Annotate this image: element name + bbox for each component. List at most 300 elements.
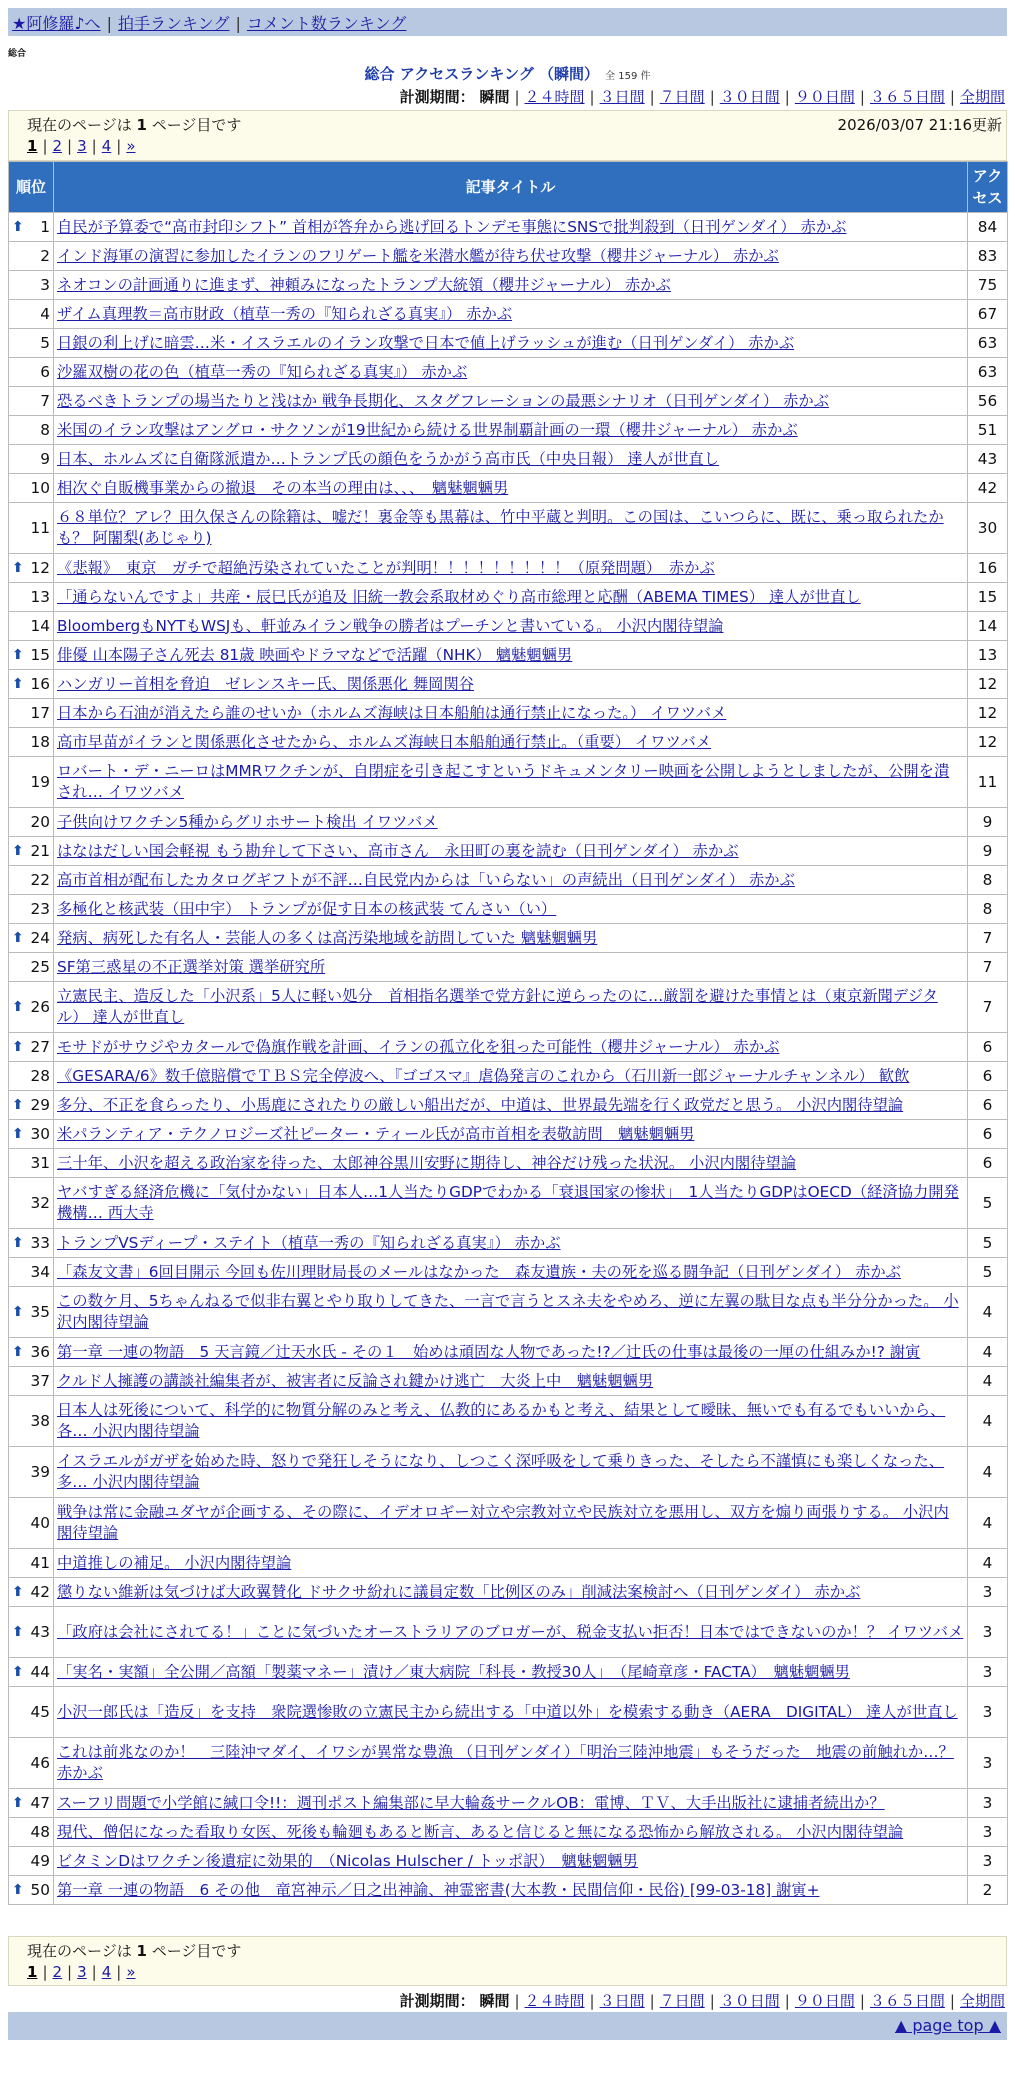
access-count: 14 [968, 612, 1008, 641]
table-row [9, 982, 1008, 1033]
period-link-90d[interactable]: ９０日間 [794, 88, 855, 106]
access-count: 43 [968, 445, 1008, 474]
title-cell [54, 300, 968, 329]
rank-number: 30 [30, 1124, 50, 1143]
title-cell [54, 1789, 968, 1818]
rank-number: 5 [40, 333, 50, 352]
rank-number: 14 [30, 616, 50, 635]
header-access: アクセス [968, 162, 1008, 213]
access-count: 42 [968, 474, 1008, 503]
rank-cell [9, 213, 54, 242]
access-count: 84 [968, 213, 1008, 242]
page-links: 1 | 2 | 3 | 4 | » [27, 1963, 136, 1981]
rank-number: 19 [30, 772, 50, 791]
title-cell [54, 641, 968, 670]
table-row [9, 837, 1008, 866]
article-title-link[interactable]: 米パランティア・テクノロジーズ社ピーター・ティール氏が高市首相を表敬訪問 魑魅魍魎男 [57, 1124, 695, 1143]
rank-number: 49 [30, 1851, 50, 1870]
rank-number: 36 [30, 1342, 50, 1361]
title-cell [54, 1091, 968, 1120]
article-title-link[interactable]: 立憲民主、造反した「小沢系」5人に軽い処分 首相指名選挙で党方針に逆らったのに…厳罰を避けた事情とは（東京新聞デジタル） 達人が世直し [57, 987, 938, 1026]
article-title-link[interactable]: 日銀の利上げに暗雲…米・イスラエルのイラン攻撃で日本で値上げラッシュが進む（日刊ゲンダイ） 赤かぶ [57, 333, 795, 352]
rank-cell [9, 1367, 54, 1396]
period-link-24h[interactable]: ２４時間 [524, 88, 585, 106]
title-cell [54, 1447, 968, 1498]
access-count: 6 [968, 1149, 1008, 1178]
table-row [9, 728, 1008, 757]
table-row [9, 503, 1008, 554]
rank-up-arrow-icon: ⬆ [12, 646, 24, 663]
nav-separator: | [106, 14, 112, 33]
article-title-link[interactable]: ６８単位？アレ？田久保さんの除籍は、嘘だ！裏金等も黒幕は、竹中平蔵と判明。この国は、こいつらに、既に、乗っ取られたかも？ 阿闍梨(あじゃり) [57, 508, 944, 547]
rank-up-arrow-icon: ⬆ [12, 1583, 24, 1600]
access-count: 6 [968, 1033, 1008, 1062]
article-title-link[interactable]: 「通らないんですよ」共産・辰巳氏が追及 旧統一教会系取材めぐり高市総理と応酬（ABEMA TIMES） 達人が世直し [57, 587, 861, 606]
rank-number: 13 [30, 587, 50, 606]
rank-number: 10 [30, 478, 50, 497]
access-count: 63 [968, 358, 1008, 387]
rank-number: 16 [30, 674, 50, 693]
access-count: 9 [968, 837, 1008, 866]
title-cell [54, 1367, 968, 1396]
rank-up-arrow-icon: ⬆ [12, 842, 24, 859]
rank-cell [9, 300, 54, 329]
page-top-link[interactable]: ▲ page top ▲ [894, 2016, 1001, 2035]
access-count: 3 [968, 1658, 1008, 1687]
article-title-link[interactable]: ヤバすぎる経済危機に「気付かない」日本人…1人当たりGDPでわかる「衰退国家の惨状」 1人当たりGDPはOECD（経済協力開発機構… 西大寺 [57, 1183, 959, 1222]
rank-up-arrow-icon: ⬆ [12, 1663, 24, 1680]
rank-cell [9, 271, 54, 300]
article-title-link[interactable]: 高市早苗がイランと関係悪化させたから、ホルムズ海峡日本船舶通行禁止。（重要） イワツバメ [57, 732, 712, 751]
title-cell [54, 1229, 968, 1258]
ranking-table-body [9, 213, 1008, 1905]
period-link-all[interactable]: 全期間 [959, 1992, 1005, 2010]
access-count: 3 [968, 1607, 1008, 1658]
table-row [9, 1091, 1008, 1120]
article-title-link[interactable]: モサドがサウジやカタールで偽旗作戦を計画、イランの孤立化を狙った可能性（櫻井ジャーナル） 赤かぶ [57, 1037, 780, 1056]
article-title-link[interactable]: 高市首相が配布したカタログギフトが不評…自民党内からは「いらない」の声続出（日刊ゲンダイ） 赤かぶ [57, 870, 795, 889]
article-title-link[interactable]: 相次ぐ自販機事業からの撤退 その本当の理由は、、、 魑魅魍魎男 [57, 478, 509, 497]
ranking-table [8, 161, 1008, 1905]
rank-number: 40 [30, 1513, 50, 1532]
rank-number: 23 [30, 899, 50, 918]
rank-number: 3 [40, 275, 50, 294]
rank-number: 41 [30, 1553, 50, 1572]
title-cell [54, 1847, 968, 1876]
table-row [9, 554, 1008, 583]
article-title-link[interactable]: これは前兆なのか！ 三陸沖マダイ、イワシが異常な豊漁 （日刊ゲンダイ）「明治三陸沖地震」もそうだった 地震の前触れか…？ 赤かぶ [57, 1743, 954, 1782]
rank-number: 37 [30, 1371, 50, 1390]
title-cell [54, 1498, 968, 1549]
rank-cell [9, 641, 54, 670]
access-count: 9 [968, 808, 1008, 837]
rank-cell [9, 612, 54, 641]
rank-cell [9, 1687, 54, 1738]
title-cell [54, 1396, 968, 1447]
title-cell [54, 1258, 968, 1287]
header-title: 記事タイトル [54, 162, 968, 213]
article-title-link[interactable]: 「森友文書」6回目開示 今回も佐川理財局長のメールはなかった 森友遺族・夫の死を巡る闘争記（日刊ゲンダイ） 赤かぶ [57, 1262, 901, 1281]
applause-ranking-link[interactable]: 拍手ランキング [117, 14, 230, 33]
rank-cell [9, 1396, 54, 1447]
access-count: 67 [968, 300, 1008, 329]
rank-cell [9, 1033, 54, 1062]
category-label: 総合 [8, 49, 27, 59]
rank-cell [9, 1447, 54, 1498]
rank-up-arrow-icon: ⬆ [12, 1096, 24, 1113]
rank-cell [9, 358, 54, 387]
rank-cell [9, 242, 54, 271]
article-title-link[interactable]: 自民が予算委で“高市封印シフト” 首相が答弁から逃げ回るトンデモ事態にSNSで批判殺到（日刊ゲンダイ） 赤かぶ [57, 217, 847, 236]
table-row [9, 953, 1008, 982]
title-cell [54, 982, 968, 1033]
table-row [9, 1738, 1008, 1789]
access-count: 7 [968, 924, 1008, 953]
period-selector: 計測期間： 瞬間 | ２４時間 | ３日間 | ７日間 | ３０日間 | ９０日間 | ３６５日間 | 全期間 [399, 88, 1005, 106]
table-row [9, 1818, 1008, 1847]
rank-cell [9, 1818, 54, 1847]
access-count: 3 [968, 1578, 1008, 1607]
article-title-link[interactable]: 「実名・実額」全公開／高額「製薬マネー」漬け／東大病院「科長・教授30人」 （尾崎章彦・FACTA） 魑魅魍魎男 [57, 1662, 850, 1681]
access-count: 2 [968, 1876, 1008, 1905]
access-count: 4 [968, 1287, 1008, 1338]
title-cell [54, 728, 968, 757]
article-title-link[interactable]: 日本から石油が消えたら誰のせいか（ホルムズ海峡は日本船舶は通行禁止になった。） イワツバメ [57, 703, 727, 722]
title-cell [54, 837, 968, 866]
page-current: 1 [27, 1963, 38, 1981]
header-rank: 順位 [9, 162, 54, 213]
access-count: 13 [968, 641, 1008, 670]
period-link-7d[interactable]: ７日間 [659, 88, 705, 106]
updated-timestamp: 2026/03/07 21:16更新 [837, 116, 1002, 134]
access-count: 3 [968, 1818, 1008, 1847]
rank-number: 1 [40, 217, 50, 236]
table-row [9, 1847, 1008, 1876]
period-link-30d[interactable]: ３０日間 [719, 88, 780, 106]
title-cell [54, 1149, 968, 1178]
page-link-4[interactable]: 4 [101, 137, 112, 155]
article-title-link[interactable]: 恐るべきトランプの場当たりと浅はか 戦争長期化、スタグフレーションの最悪シナリオ（日刊ゲンダイ） 赤かぶ [57, 391, 829, 410]
period-link-365d[interactable]: ３６５日間 [869, 88, 945, 106]
table-row [9, 670, 1008, 699]
rank-number: 15 [30, 645, 50, 664]
article-title-link[interactable]: 俳優 山本陽子さん死去 81歳 映画やドラマなどで活躍（NHK） 魑魅魍魎男 [57, 645, 573, 664]
title-cell [54, 1033, 968, 1062]
title-cell [54, 866, 968, 895]
rank-number: 44 [30, 1662, 50, 1681]
title-cell [54, 1062, 968, 1091]
page-link-3[interactable]: 3 [77, 1963, 87, 1981]
access-count: 5 [968, 1258, 1008, 1287]
period-link-7d[interactable]: ７日間 [659, 1992, 705, 2010]
access-count: 5 [968, 1229, 1008, 1258]
rank-number: 35 [30, 1302, 50, 1321]
article-title-link[interactable]: 多極化と核武装（田中宇） トランプが促す日本の核武装 てんさい（い） [57, 899, 557, 918]
article-title-link[interactable]: 日本人は死後について、科学的に物質分解のみと考え、仏教的にあるかもと考え、結果として曖昧、無いでも有るでもいいから、各… 小沢内閣待望論 [57, 1401, 946, 1440]
rank-cell [9, 1738, 54, 1789]
article-title-link[interactable]: 多分、不正を食らったり、小馬鹿にされたりの厳しい船出だが、中道は、世界最先端を行く政党だと思う。 小沢内閣待望論 [57, 1095, 904, 1114]
article-title-link[interactable]: 中道推しの補足。 小沢内閣待望論 [57, 1553, 292, 1572]
comment-ranking-link[interactable]: コメント数ランキング [246, 14, 407, 33]
article-title-link[interactable]: クルド人擁護の講談社編集者が、被害者に反論され鍵かけ逃亡 大炎上中 魑魅魍魎男 [57, 1371, 654, 1390]
title-cell [54, 1120, 968, 1149]
rank-number: 24 [30, 928, 50, 947]
access-count: 3 [968, 1687, 1008, 1738]
rank-cell [9, 895, 54, 924]
ranking-title [0, 63, 1015, 84]
rank-up-arrow-icon: ⬆ [12, 1881, 24, 1898]
table-row [9, 583, 1008, 612]
period-link-30d[interactable]: ３０日間 [719, 1992, 780, 2010]
access-count: 4 [968, 1549, 1008, 1578]
table-row [9, 1607, 1008, 1658]
rank-number: 29 [30, 1095, 50, 1114]
article-title-link[interactable]: 「政府は会社にされてる！」ことに気づいたオーストラリアのブロガーが、税金支払い拒否！日本ではできないのか！？ イワツバメ [57, 1622, 964, 1641]
title-cell [54, 1658, 968, 1687]
period-link-all[interactable]: 全期間 [959, 88, 1005, 106]
rank-cell [9, 1258, 54, 1287]
period-label: 計測期間： [399, 1992, 475, 2010]
rank-number: 25 [30, 957, 50, 976]
title-cell [54, 924, 968, 953]
table-row [9, 358, 1008, 387]
table-row [9, 757, 1008, 808]
pager-bottom [8, 1936, 1007, 1986]
article-title-link[interactable]: 子供向けワクチン5種からグリホサート検出 イワツバメ [57, 812, 438, 831]
rank-cell [9, 1229, 54, 1258]
rank-cell [9, 699, 54, 728]
table-row [9, 641, 1008, 670]
title-cell [54, 895, 968, 924]
table-row [9, 329, 1008, 358]
rank-cell [9, 445, 54, 474]
access-count: 5 [968, 1178, 1008, 1229]
rank-number: 50 [30, 1880, 50, 1899]
title-cell [54, 503, 968, 554]
article-title-link[interactable]: 第一章 一連の物語 5 天言鏡／辻天水氏 - その１ 始めは頑固な人物であった!?／辻氏の仕事は最後の一厘の仕組みか!? 謝寅 [57, 1342, 921, 1361]
access-count: 3 [968, 1738, 1008, 1789]
title-cell [54, 271, 968, 300]
page-next[interactable]: » [126, 137, 136, 155]
article-title-link[interactable]: 戦争は常に金融ユダヤが企画する、その際に、イデオロギー対立や宗教対立や民族対立を悪用し、双方を煽り両張りする。 小沢内閣待望論 [57, 1503, 949, 1542]
table-row [9, 1033, 1008, 1062]
access-count: 12 [968, 699, 1008, 728]
article-title-link[interactable]: インド海軍の演習に参加したイランのフリゲート艦を米潜水艦が待ち伏せ攻撃（櫻井ジャーナル） 赤かぶ [57, 246, 779, 265]
table-row [9, 300, 1008, 329]
article-title-link[interactable]: ビタミンDはワクチン後遺症に効果的 （Nicolas Hulscher / トッポ訳） 魑魅魍魎男 [57, 1851, 638, 1870]
title-cell [54, 387, 968, 416]
rank-cell [9, 1178, 54, 1229]
access-count: 6 [968, 1062, 1008, 1091]
ranking-title-text: 総合 アクセスランキング （瞬間） [364, 65, 600, 83]
access-count: 7 [968, 982, 1008, 1033]
title-cell [54, 808, 968, 837]
title-cell [54, 699, 968, 728]
rank-cell [9, 1287, 54, 1338]
article-title-link[interactable]: 懲りない維新は気づけば大政翼賛化 ドサクサ紛れに議員定数「比例区のみ」削減法案検討へ（日刊ゲンダイ） 赤かぶ [57, 1582, 861, 1601]
rank-cell [9, 1498, 54, 1549]
access-count: 12 [968, 728, 1008, 757]
pager-top [8, 110, 1007, 161]
article-title-link[interactable]: BloombergもNYTもWSJも、軒並みイラン戦争の勝者はプーチンと書いている。 小沢内閣待望論 [57, 616, 724, 635]
rank-up-arrow-icon: ⬆ [12, 1234, 24, 1251]
access-count: 51 [968, 416, 1008, 445]
access-count: 3 [968, 1789, 1008, 1818]
article-title-link[interactable]: 《GESARA/6》数千億賠償でＴＢＳ完全停波へ、『ゴゴスマ』虐偽発言のこれから（石川新一郎ジャーナルチャンネル） 歓飲 [57, 1066, 910, 1085]
period-label: 計測期間： [399, 88, 475, 106]
access-count: 30 [968, 503, 1008, 554]
table-row [9, 1229, 1008, 1258]
rank-up-arrow-icon: ⬆ [12, 218, 24, 235]
table-row [9, 474, 1008, 503]
title-cell [54, 1578, 968, 1607]
table-row [9, 1687, 1008, 1738]
article-title-link[interactable]: イスラエルがガザを始めた時、怒りで発狂しそうになり、しつこく深呼吸をして乗りきった、そしたら不謹慎にも楽しくなった、多… 小沢内閣待望論 [57, 1452, 945, 1491]
total-count: 全 159 件 [605, 71, 651, 82]
rank-number: 34 [30, 1262, 50, 1281]
access-count: 4 [968, 1338, 1008, 1367]
title-cell [54, 757, 968, 808]
page-next[interactable]: » [126, 1963, 136, 1981]
article-title-link[interactable]: 第一章 一連の物語 6 その他 竜宮神示／日之出神諭、神霊密書(大本教・民間信仰・民俗) [99-03-18] 謝寅+ [57, 1880, 820, 1899]
access-count: 75 [968, 271, 1008, 300]
table-row [9, 1658, 1008, 1687]
page-link-3[interactable]: 3 [77, 137, 87, 155]
article-title-link[interactable]: 現代、僧侶になった看取り女医、死後も輪廻もあると断言、あると信じると無になる恐怖から解放される。 小沢内閣待望論 [57, 1822, 904, 1841]
period-current: 瞬間 [479, 1992, 510, 2010]
page-info: 現在のページは 1 ページ目です [27, 1942, 242, 1960]
period-link-24h[interactable]: ２４時間 [524, 1992, 585, 2010]
table-row [9, 808, 1008, 837]
article-title-link[interactable]: スーフリ問題で小学館に緘口令!!：週刊ポスト編集部に早大輪姦サークルOB：電博、ＴＶ、大手出版社に逮捕者続出か？ [57, 1793, 885, 1812]
title-cell [54, 358, 968, 387]
rank-cell [9, 387, 54, 416]
table-row [9, 1178, 1008, 1229]
page-link-2[interactable]: 2 [52, 137, 63, 155]
rank-number: 28 [30, 1066, 50, 1085]
rank-number: 18 [30, 732, 50, 751]
title-cell [54, 1338, 968, 1367]
rank-cell [9, 924, 54, 953]
title-cell [54, 583, 968, 612]
rank-number: 47 [30, 1793, 50, 1812]
rank-number: 42 [30, 1582, 50, 1601]
rank-number: 27 [30, 1037, 50, 1056]
article-title-link[interactable]: はなはだしい国会軽視 もう勘弁して下さい、高市さん 永田町の裏を読む（日刊ゲンダイ） 赤かぶ [57, 841, 739, 860]
access-count: 6 [968, 1120, 1008, 1149]
period-link-3d[interactable]: ３日間 [599, 1992, 645, 2010]
table-row [9, 1062, 1008, 1091]
rank-cell [9, 1789, 54, 1818]
access-count: 56 [968, 387, 1008, 416]
table-row [9, 1338, 1008, 1367]
access-count: 83 [968, 242, 1008, 271]
title-cell [54, 1607, 968, 1658]
asyura-home-link[interactable]: ★阿修羅♪へ [12, 14, 101, 33]
rank-up-arrow-icon: ⬆ [12, 998, 24, 1015]
article-title-link[interactable]: 《悲報》 東京 ガチで超絶汚染されていたことが判明！！！！！！！！！（原発問題） 赤かぶ [57, 558, 715, 577]
rank-cell [9, 1607, 54, 1658]
access-count: 4 [968, 1498, 1008, 1549]
rank-cell [9, 1578, 54, 1607]
period-link-90d[interactable]: ９０日間 [794, 1992, 855, 2010]
rank-number: 22 [30, 870, 50, 889]
rank-cell [9, 554, 54, 583]
table-row [9, 242, 1008, 271]
title-cell [54, 670, 968, 699]
access-count: 3 [968, 1847, 1008, 1876]
title-cell [54, 329, 968, 358]
access-count: 12 [968, 670, 1008, 699]
rank-number: 2 [40, 246, 50, 265]
article-title-link[interactable]: 発病、病死した有名人・芸能人の多くは高汚染地域を訪問していた 魑魅魍魎男 [57, 928, 598, 947]
rank-cell [9, 416, 54, 445]
article-title-link[interactable]: ネオコンの計画通りに進まず、神頼みになったトランプ大統領（櫻井ジャーナル） 赤かぶ [57, 275, 671, 294]
rank-up-arrow-icon: ⬆ [12, 1125, 24, 1142]
rank-cell [9, 1120, 54, 1149]
table-row [9, 416, 1008, 445]
article-title-link[interactable]: 沙羅双樹の花の色（植草一秀の『知られざる真実』） 赤かぶ [57, 362, 468, 381]
rank-up-arrow-icon: ⬆ [12, 1303, 24, 1320]
table-row [9, 895, 1008, 924]
article-title-link[interactable]: SF第三惑星の不正選挙対策 選挙研究所 [57, 957, 326, 976]
rank-cell [9, 866, 54, 895]
rank-up-arrow-icon: ⬆ [12, 1343, 24, 1360]
title-cell [54, 474, 968, 503]
article-title-link[interactable]: ハンガリー首相を脅迫 ゼレンスキー氏、関係悪化 舞岡関谷 [57, 674, 475, 693]
rank-number: 38 [30, 1411, 50, 1430]
title-cell [54, 1738, 968, 1789]
table-row [9, 1578, 1008, 1607]
title-cell [54, 1818, 968, 1847]
table-row [9, 271, 1008, 300]
article-title-link[interactable]: 三十年、小沢を超える政治家を待った、太郎神谷黒川安野に期待し、神谷だけ残った状況。 小沢内閣待望論 [57, 1153, 797, 1172]
article-title-link[interactable]: ザイム真理教＝高市財政（植草一秀の『知られざる真実』） 赤かぶ [57, 304, 513, 323]
nav-separator: | [235, 14, 241, 33]
table-row [9, 612, 1008, 641]
period-selector-bottom: 計測期間： 瞬間 | ２４時間 | ３日間 | ７日間 | ３０日間 | ９０日間 | ３６５日間 | 全期間 [399, 1992, 1005, 2010]
rank-up-arrow-icon: ⬆ [12, 559, 24, 576]
article-title-link[interactable]: 小沢一郎氏は「造反」を支持 衆院選惨敗の立憲民主から続出する「中道以外」を模索する動き（AERA DIGITAL） 達人が世直し [57, 1702, 958, 1721]
article-title-link[interactable]: この数ケ月、5ちゃんねるで似非右翼とやり取りしてきた、一言で言うとスネ夫をやめろ、逆に左翼の駄目な点も半分分かった。 小沢内閣待望論 [57, 1292, 959, 1331]
rank-up-arrow-icon: ⬆ [12, 1794, 24, 1811]
article-title-link[interactable]: 米国のイラン攻撃はアングロ・サクソンが19世紀から続ける世界制覇計画の一環（櫻井ジャーナル） 赤かぶ [57, 420, 798, 439]
page-link-2[interactable]: 2 [52, 1963, 63, 1981]
rank-number: 8 [40, 420, 50, 439]
table-row [9, 1876, 1008, 1905]
rank-cell [9, 1549, 54, 1578]
title-cell [54, 1876, 968, 1905]
table-row [9, 1258, 1008, 1287]
period-link-3d[interactable]: ３日間 [599, 88, 645, 106]
page-link-4[interactable]: 4 [101, 1963, 112, 1981]
top-navigation-bar [8, 8, 1007, 36]
table-row [9, 1789, 1008, 1818]
article-title-link[interactable]: トランプVSディープ・ステイト（植草一秀の『知られざる真実』） 赤かぶ [57, 1233, 561, 1252]
rank-cell [9, 757, 54, 808]
rank-up-arrow-icon: ⬆ [12, 1038, 24, 1055]
article-title-link[interactable]: ロバート・デ・ニーロはMMRワクチンが、自閉症を引き起こすというドキュメンタリー映画を公開しようとしましたが、公開を潰され… イワツバメ [57, 762, 950, 801]
article-title-link[interactable]: 日本、ホルムズに自衛隊派遣か…トランプ氏の顔色をうかがう高市氏（中央日報） 達人が世直し [57, 449, 720, 468]
title-cell [54, 1178, 968, 1229]
title-cell [54, 416, 968, 445]
rank-number: 17 [30, 703, 50, 722]
period-link-365d[interactable]: ３６５日間 [869, 1992, 945, 2010]
title-cell [54, 1287, 968, 1338]
rank-cell [9, 583, 54, 612]
access-count: 4 [968, 1367, 1008, 1396]
rank-cell [9, 329, 54, 358]
